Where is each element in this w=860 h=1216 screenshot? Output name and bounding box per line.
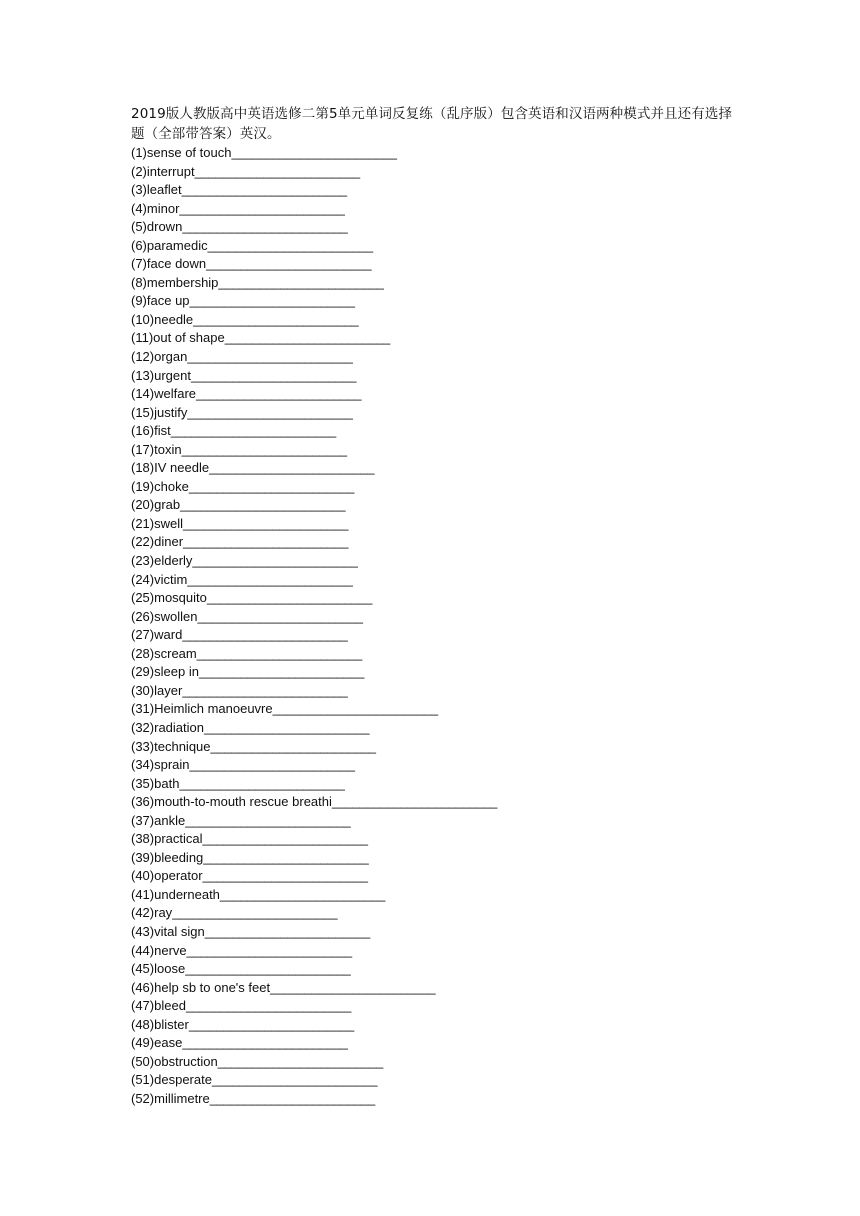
item-word: Heimlich manoeuvre xyxy=(154,701,273,717)
vocabulary-item xyxy=(131,422,741,441)
vocabulary-item xyxy=(131,1090,741,1109)
item-word: minor xyxy=(146,200,180,216)
answer-blank[interactable]: ________________________ xyxy=(331,794,498,810)
item-number: (37) xyxy=(131,812,155,828)
answer-blank[interactable]: ________________________ xyxy=(272,701,438,717)
item-number: (9) xyxy=(131,293,147,309)
item-word: vital sign xyxy=(154,923,205,939)
item-number: (15) xyxy=(131,404,155,420)
vocabulary-item xyxy=(131,515,741,534)
vocabulary-item xyxy=(131,793,741,812)
item-number: (11) xyxy=(131,330,154,346)
item-word: face down xyxy=(146,256,207,272)
vocabulary-item xyxy=(131,589,741,608)
answer-blank[interactable]: ________________________ xyxy=(194,163,360,179)
item-word: blister xyxy=(154,1016,189,1032)
answer-blank[interactable]: ________________________ xyxy=(172,905,338,921)
vocabulary-item xyxy=(131,404,741,423)
item-word: practical xyxy=(154,831,203,847)
item-word: sleep in xyxy=(154,664,199,680)
vocabulary-item xyxy=(131,756,741,775)
vocabulary-item xyxy=(131,478,741,497)
item-number: (40) xyxy=(131,868,155,884)
answer-blank[interactable]: ________________________ xyxy=(191,367,357,383)
item-number: (44) xyxy=(131,942,155,958)
vocabulary-item xyxy=(131,571,741,590)
item-word: desperate xyxy=(154,1072,212,1088)
item-number: (43) xyxy=(131,923,155,939)
vocabulary-item xyxy=(131,329,741,348)
item-number: (10) xyxy=(131,311,155,327)
item-number: (33) xyxy=(131,738,155,754)
vocabulary-item xyxy=(131,552,741,571)
answer-blank[interactable]: ________________________ xyxy=(189,757,355,773)
vocabulary-item xyxy=(131,163,741,182)
item-number: (35) xyxy=(131,775,155,791)
answer-blank[interactable]: ________________________ xyxy=(185,961,351,977)
vocabulary-item xyxy=(131,886,741,905)
item-number: (39) xyxy=(131,849,155,865)
item-word: loose xyxy=(154,961,186,977)
vocabulary-item xyxy=(131,942,741,961)
item-number: (21) xyxy=(131,515,155,531)
item-number: (20) xyxy=(131,497,155,513)
vocabulary-item xyxy=(131,1053,741,1072)
item-word: millimetre xyxy=(154,1090,210,1106)
vocabulary-item xyxy=(131,311,741,330)
answer-blank[interactable]: ________________________ xyxy=(197,608,363,624)
answer-blank[interactable]: ________________________ xyxy=(211,1072,378,1088)
item-word: paramedic xyxy=(146,237,208,253)
answer-blank[interactable]: ________________________ xyxy=(196,645,362,661)
item-number: (17) xyxy=(131,441,155,457)
item-word: organ xyxy=(154,349,188,365)
vocabulary-item xyxy=(131,682,741,701)
item-word: toxin xyxy=(154,441,182,457)
vocabulary-item xyxy=(131,144,741,163)
item-word: membership xyxy=(146,274,219,290)
answer-blank[interactable]: ________________________ xyxy=(170,423,336,439)
document-title: 2019版人教版高中英语选修二第5单元单词反复练（乱序版）包含英语和汉语两种模式并且还有选择题（全部带答案）英汉。 xyxy=(131,106,733,142)
item-number: (50) xyxy=(131,1053,155,1069)
answer-blank[interactable]: ________________________ xyxy=(179,200,345,216)
vocabulary-item xyxy=(131,830,741,849)
item-word: bleeding xyxy=(154,849,204,865)
item-number: (12) xyxy=(131,349,155,365)
answer-blank[interactable]: ________________________ xyxy=(206,590,372,606)
vocabulary-item xyxy=(131,292,741,311)
answer-blank[interactable]: ________________________ xyxy=(182,682,348,698)
item-number: (23) xyxy=(131,553,155,569)
item-number: (24) xyxy=(131,571,155,587)
item-word: radiation xyxy=(154,719,204,735)
item-word: drown xyxy=(146,219,183,235)
item-word: choke xyxy=(154,478,189,494)
item-number: (14) xyxy=(131,386,155,402)
item-word: sense of touch xyxy=(146,145,232,160)
answer-blank[interactable]: ________________________ xyxy=(198,664,365,680)
item-word: bath xyxy=(154,775,180,791)
vocabulary-item xyxy=(131,812,741,831)
item-number: (38) xyxy=(131,831,155,847)
item-word: needle xyxy=(154,311,194,327)
item-word: mouth-to-mouth rescue breathi xyxy=(154,794,332,810)
item-number: (25) xyxy=(131,590,155,606)
item-word: victim xyxy=(154,571,188,587)
item-number: (6) xyxy=(131,237,147,253)
item-word: face up xyxy=(146,293,190,309)
answer-blank[interactable]: ________________________ xyxy=(181,441,347,457)
answer-blank[interactable]: ________________________ xyxy=(185,812,351,828)
answer-blank[interactable]: ________________________ xyxy=(181,182,347,198)
vocabulary-item xyxy=(131,1071,741,1090)
vocabulary-item xyxy=(131,274,741,293)
item-number: (3) xyxy=(131,182,147,198)
item-number: (4) xyxy=(131,200,147,216)
answer-blank[interactable]: ________________________ xyxy=(192,553,358,569)
item-word: layer xyxy=(154,682,183,698)
item-number: (2) xyxy=(131,163,147,179)
vocabulary-item xyxy=(131,200,741,219)
item-word: ankle xyxy=(154,812,186,828)
item-number: (45) xyxy=(131,961,155,977)
answer-blank[interactable]: ________________________ xyxy=(188,478,354,494)
vocabulary-item xyxy=(131,348,741,367)
answer-blank[interactable]: ________________________ xyxy=(183,515,349,531)
answer-blank[interactable]: ________________________ xyxy=(231,145,397,160)
answer-blank[interactable]: ________________________ xyxy=(204,719,370,735)
vocabulary-item xyxy=(131,960,741,979)
vocabulary-item xyxy=(131,255,741,274)
item-number: (1) xyxy=(131,145,147,160)
answer-blank[interactable]: ________________________ xyxy=(224,330,390,346)
answer-blank[interactable]: ________________________ xyxy=(180,497,346,513)
item-number: (8) xyxy=(131,274,147,290)
item-word: interrupt xyxy=(146,163,195,179)
item-word: urgent xyxy=(154,367,191,383)
item-word: ray xyxy=(154,905,173,921)
vocabulary-item xyxy=(131,645,741,664)
vocabulary-item xyxy=(131,181,741,200)
item-number: (16) xyxy=(131,423,155,439)
answer-blank[interactable]: ________________________ xyxy=(193,311,359,327)
vocabulary-item xyxy=(131,1016,741,1035)
answer-blank[interactable]: ________________________ xyxy=(202,831,368,847)
vocabulary-item xyxy=(131,218,741,237)
vocabulary-item xyxy=(131,663,741,682)
answer-blank[interactable]: ________________________ xyxy=(189,293,355,309)
item-number: (47) xyxy=(131,998,155,1014)
answer-blank[interactable]: ________________________ xyxy=(219,886,386,902)
item-word: mosquito xyxy=(154,590,207,606)
item-word: swell xyxy=(154,515,184,531)
answer-blank[interactable]: ________________________ xyxy=(188,1016,354,1032)
answer-blank[interactable]: ________________________ xyxy=(206,256,372,272)
vocabulary-item xyxy=(131,237,741,256)
answer-blank[interactable]: ________________________ xyxy=(202,868,368,884)
vocabulary-item xyxy=(131,923,741,942)
item-number: (46) xyxy=(131,979,155,995)
item-word: justify xyxy=(154,404,188,420)
vocabulary-item xyxy=(131,719,741,738)
answer-blank[interactable]: ________________________ xyxy=(179,775,345,791)
answer-blank[interactable]: ________________________ xyxy=(209,460,375,476)
item-number: (18) xyxy=(131,460,155,476)
document-page xyxy=(131,104,741,1108)
item-word: leaflet xyxy=(146,182,182,198)
vocabulary-item xyxy=(131,496,741,515)
answer-blank[interactable]: ________________________ xyxy=(196,386,362,402)
vocabulary-item xyxy=(131,979,741,998)
vocabulary-item xyxy=(131,904,741,923)
item-number: (34) xyxy=(131,757,155,773)
item-word: grab xyxy=(154,497,181,513)
item-number: (51) xyxy=(131,1072,155,1088)
item-word: ease xyxy=(154,1035,183,1051)
answer-blank[interactable]: ________________________ xyxy=(209,1090,375,1106)
item-number: (28) xyxy=(131,645,155,661)
item-word: underneath xyxy=(154,886,220,902)
vocabulary-item xyxy=(131,738,741,757)
item-word: bleed xyxy=(154,998,186,1014)
item-word: technique xyxy=(154,738,211,754)
vocabulary-item xyxy=(131,1034,741,1053)
item-number: (19) xyxy=(131,478,155,494)
vocabulary-list xyxy=(131,144,741,1108)
item-number: (7) xyxy=(131,256,147,272)
answer-blank[interactable]: ________________________ xyxy=(187,349,353,365)
item-number: (13) xyxy=(131,367,155,383)
item-number: (27) xyxy=(131,627,155,643)
answer-blank[interactable]: ________________________ xyxy=(183,534,349,550)
vocabulary-item xyxy=(131,459,741,478)
item-number: (5) xyxy=(131,219,147,235)
vocabulary-item xyxy=(131,441,741,460)
vocabulary-item xyxy=(131,997,741,1016)
answer-blank[interactable]: ________________________ xyxy=(204,923,370,939)
item-word: ward xyxy=(154,627,183,643)
answer-blank[interactable]: ________________________ xyxy=(187,404,353,420)
item-number: (29) xyxy=(131,664,155,680)
item-word: out of shape xyxy=(153,330,225,346)
item-word: IV needle xyxy=(154,460,210,476)
answer-blank[interactable]: ________________________ xyxy=(182,219,348,235)
answer-blank[interactable]: ________________________ xyxy=(186,942,352,958)
vocabulary-item xyxy=(131,533,741,552)
vocabulary-item xyxy=(131,385,741,404)
answer-blank[interactable]: ________________________ xyxy=(203,849,369,865)
vocabulary-item xyxy=(131,367,741,386)
item-word: welfare xyxy=(154,386,197,402)
vocabulary-item xyxy=(131,849,741,868)
item-word: nerve xyxy=(154,942,187,958)
item-number: (48) xyxy=(131,1016,155,1032)
item-number: (26) xyxy=(131,608,155,624)
item-word: swollen xyxy=(154,608,198,624)
item-number: (41) xyxy=(131,886,155,902)
item-word: sprain xyxy=(154,757,190,773)
vocabulary-item xyxy=(131,626,741,645)
item-word: help sb to one's feet xyxy=(154,979,271,995)
item-number: (52) xyxy=(131,1090,155,1106)
vocabulary-item xyxy=(131,867,741,886)
vocabulary-item xyxy=(131,608,741,627)
item-number: (36) xyxy=(131,794,155,810)
item-word: operator xyxy=(154,868,203,884)
answer-blank[interactable]: ________________________ xyxy=(207,237,373,253)
item-word: obstruction xyxy=(154,1053,218,1069)
answer-blank[interactable]: ________________________ xyxy=(270,979,436,995)
item-number: (30) xyxy=(131,682,155,698)
item-number: (32) xyxy=(131,719,155,735)
answer-blank[interactable]: ________________________ xyxy=(185,998,352,1014)
item-word: diner xyxy=(154,534,184,550)
item-number: (49) xyxy=(131,1035,155,1051)
answer-blank[interactable]: ________________________ xyxy=(182,1035,348,1051)
item-word: scream xyxy=(154,645,197,661)
answer-blank[interactable]: ________________________ xyxy=(210,738,376,754)
item-number: (42) xyxy=(131,905,155,921)
item-number: (31) xyxy=(131,701,155,717)
answer-blank[interactable]: ________________________ xyxy=(218,274,384,290)
vocabulary-item xyxy=(131,700,741,719)
vocabulary-item xyxy=(131,775,741,794)
item-word: fist xyxy=(154,423,171,439)
answer-blank[interactable]: ________________________ xyxy=(182,627,348,643)
item-word: elderly xyxy=(154,553,193,569)
item-number: (22) xyxy=(131,534,155,550)
answer-blank[interactable]: ________________________ xyxy=(187,571,353,587)
answer-blank[interactable]: ________________________ xyxy=(217,1053,383,1069)
